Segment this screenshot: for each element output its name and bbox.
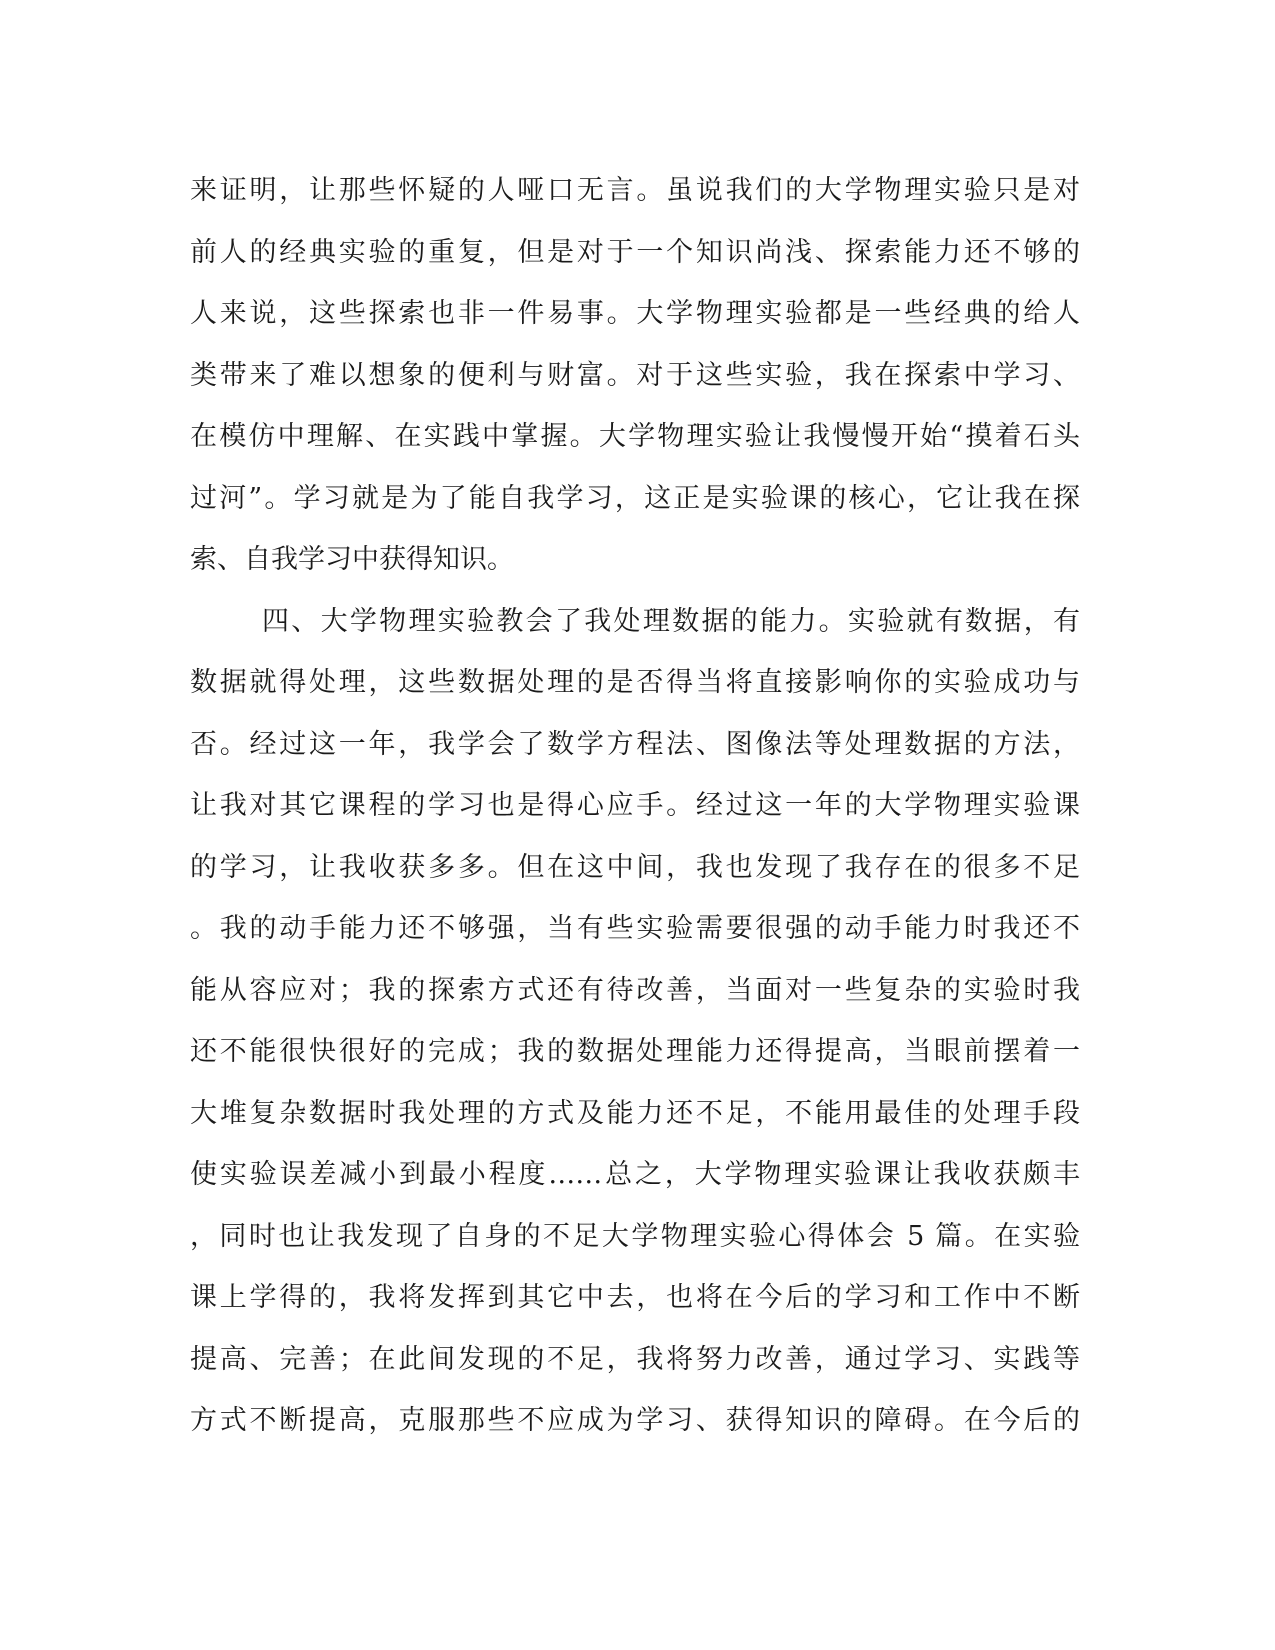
text-line: 使实验误差减小到最小程度……总之，大学物理实验课让我收获颇丰 bbox=[190, 1159, 1080, 1190]
text-line: 人来说，这些探索也非一件易事。大学物理实验都是一些经典的给人 bbox=[190, 298, 1080, 329]
body-text bbox=[190, 160, 1080, 1452]
text-line: 课上学得的，我将发挥到其它中去，也将在今后的学习和工作中不断 bbox=[190, 1282, 1080, 1313]
text-line: 还不能很快很好的完成；我的数据处理能力还得提高，当眼前摆着一 bbox=[190, 1036, 1080, 1067]
text-line: 来证明，让那些怀疑的人哑口无言。虽说我们的大学物理实验只是对 bbox=[190, 175, 1080, 206]
text-line: ，同时也让我发现了自身的不足大学物理实验心得体会 5 篇。在实验 bbox=[190, 1220, 1080, 1252]
text-line: 类带来了难以想象的便利与财富。对于这些实验，我在探索中学习、 bbox=[190, 359, 1080, 391]
text-line: 否。经过这一年，我学会了数学方程法、图像法等处理数据的方法， bbox=[190, 728, 1080, 760]
text-line: 提高、完善；在此间发现的不足，我将努力改善，通过学习、实践等 bbox=[190, 1343, 1080, 1375]
text-line: 前人的经典实验的重复，但是对于一个知识尚浅、探索能力还不够的 bbox=[190, 236, 1080, 268]
text-line: 的学习，让我收获多多。但在这中间，我也发现了我存在的很多不足 bbox=[190, 851, 1080, 883]
text-line: 方式不断提高，克服那些不应成为学习、获得知识的障碍。在今后的 bbox=[190, 1405, 1080, 1436]
text-line: 数据就得处理，这些数据处理的是否得当将直接影响你的实验成功与 bbox=[190, 667, 1080, 698]
paragraph-start-line: 四、大学物理实验教会了我处理数据的能力。实验就有数据，有 bbox=[262, 605, 1080, 637]
text-line: 索、自我学习中获得知识。 bbox=[190, 544, 514, 575]
text-line: 大堆复杂数据时我处理的方式及能力还不足，不能用最佳的处理手段 bbox=[190, 1097, 1080, 1129]
text-line: 能从容应对；我的探索方式还有待改善，当面对一些复杂的实验时我 bbox=[190, 974, 1080, 1006]
text-line: 。我的动手能力还不够强，当有些实验需要很强的动手能力时我还不 bbox=[190, 913, 1080, 944]
text-line: 在模仿中理解、在实践中掌握。大学物理实验让我慢慢开始“摸着石头 bbox=[190, 421, 1080, 452]
text-line: 过河”。学习就是为了能自我学习，这正是实验课的核心，它让我在探 bbox=[190, 482, 1080, 514]
text-line: 让我对其它课程的学习也是得心应手。经过这一年的大学物理实验课 bbox=[190, 790, 1080, 821]
